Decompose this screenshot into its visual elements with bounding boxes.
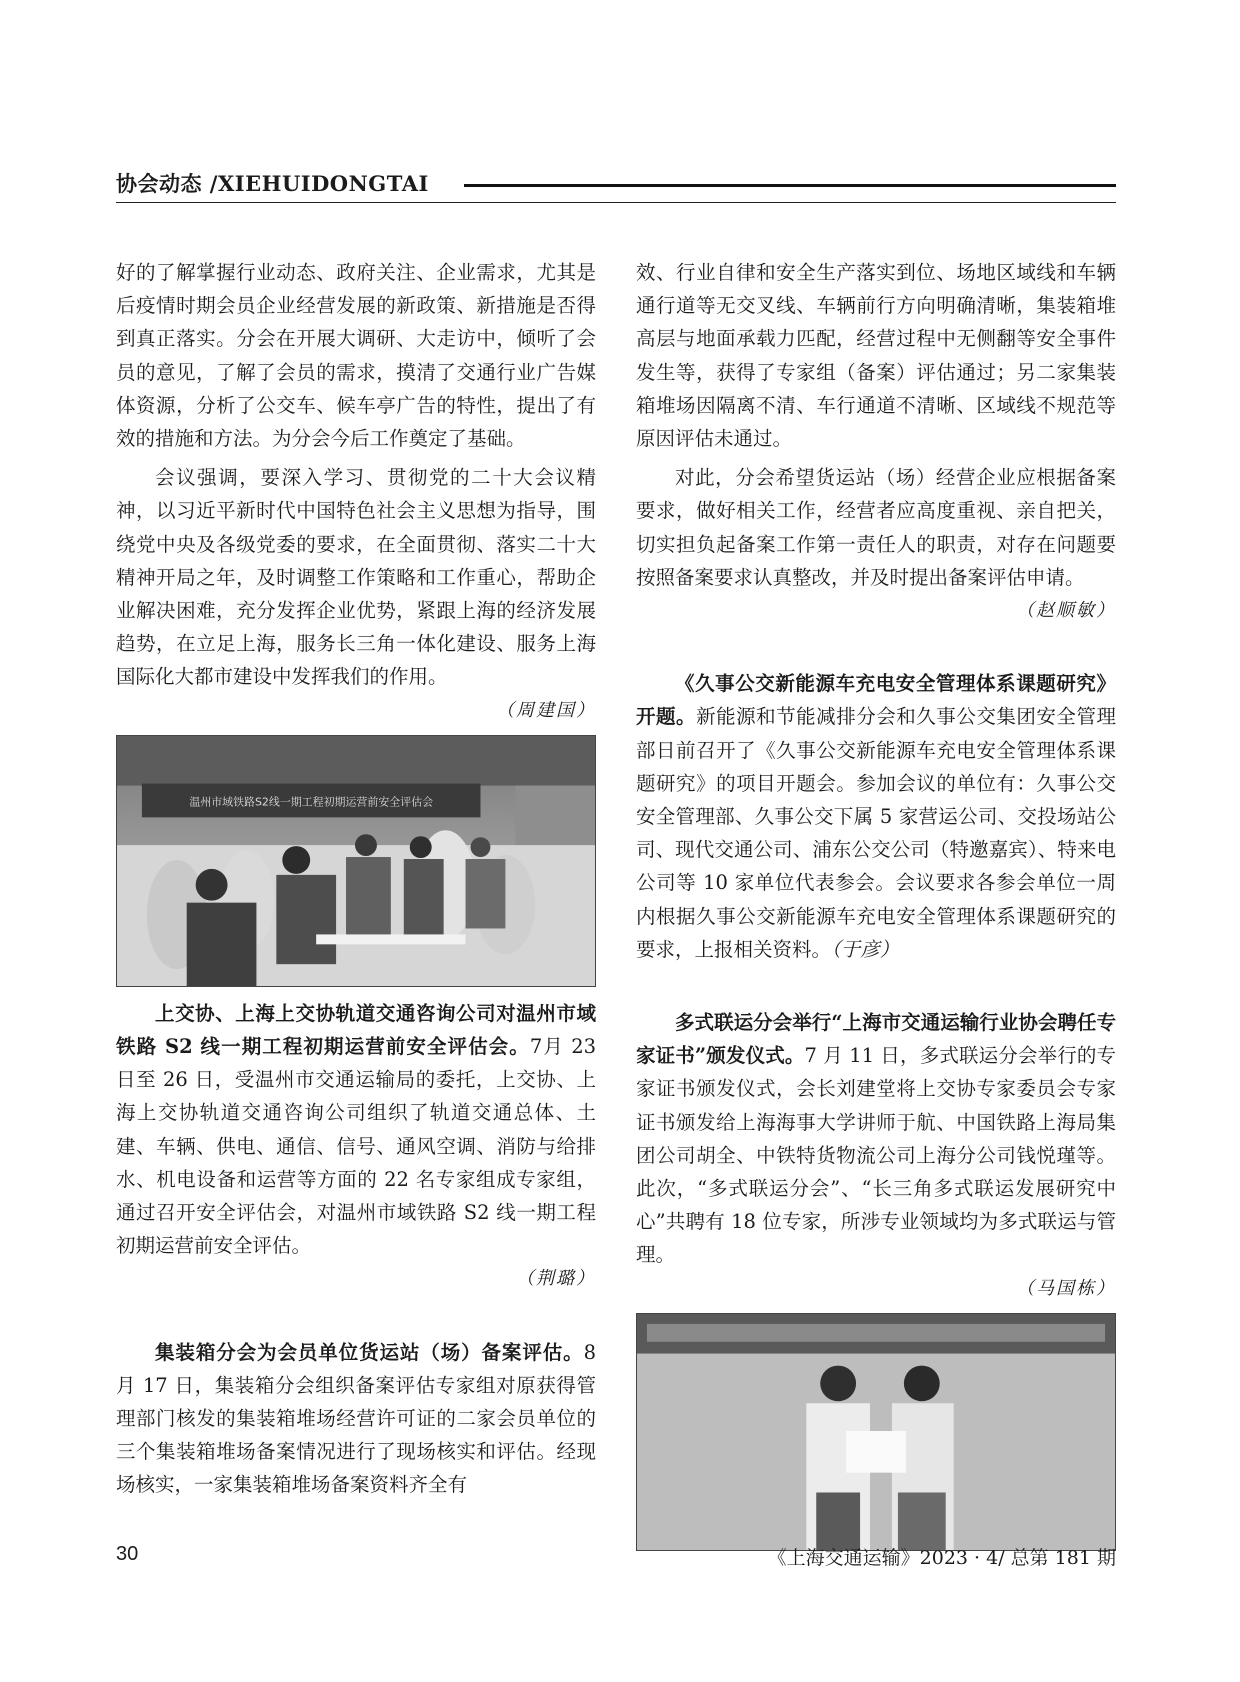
article-headline: 多式联运分会举行“上海市交通运输行业协会聘任专家证书”颁发仪式。 — [636, 1011, 1116, 1068]
article-body: 7 月 11 日，多式联运分会举行的专家证书颁发仪式，会长刘建堂将上交协专家委员会专家证书颁发给上海海事大学讲师于航、中国铁路上海局集团公司胡全、中铁特货物流公司上海分公司钱悦瑾等。此次，“多式联运分会”、“长三角多式联运发展研究中心”共聘有 18 位专家，所涉专业领域均为多式联运与管理。 — [636, 1044, 1116, 1267]
header-rule — [464, 184, 1116, 187]
article-body: 7月 23 日至 26 日，受温州市交通运输局的委托，上交协、上海上交协轨道交通咨询公司组织了轨道交通总体、土建、车辆、供电、通信、信号、通风空调、消防与给排水、机电设备和运营等方面的 22 名专家组成专家组，通过召开安全评估会，对温州市域铁路 S2 线一期工程初期运营前安全评估。 — [116, 1035, 597, 1258]
page-number: 30 — [116, 1543, 139, 1565]
left-column — [116, 256, 596, 1502]
paragraph: 对此，分会希望货运站（场）经营企业应根据备案要求，做好相关工作，经营者应高度重视、亲自把关，切实担负起备案工作第一责任人的职责，对存在问题要按照备案要求认真整改，并及时提出备案评估申请。 — [636, 466, 1116, 589]
article-headline: 《久事公交新能源车充电安全管理体系课题研究》开题。 — [636, 672, 1116, 729]
right-column — [636, 256, 1116, 1561]
header-underline — [116, 202, 1116, 203]
author-signature: （赵顺敏） — [1016, 600, 1116, 622]
article-headline: 上交协、上海上交协轨道交通咨询公司对温州市域铁路 S2 线一期工程初期运营前安全评估会。 — [116, 1001, 596, 1059]
article-ceremony-wenzhou — [116, 997, 596, 1263]
article-container-branch — [116, 1336, 596, 1502]
author-signature: （荆璐） — [516, 1268, 596, 1290]
article-body: 8 月 17 日，集装箱分会组织备案评估专家组对原获得管理部门核发的集装箱堆场经营许可证的二家会员单位的三个集装箱堆场备案情况进行了现场核实和评估。经现场核实，一家集装箱堆场备案资料齐全有 — [116, 1340, 596, 1497]
publication-info: 《上海交通运输》2023 · 4/ 总第 181 期 — [767, 1547, 1116, 1569]
author-signature: （马国栋） — [1016, 1277, 1116, 1299]
article-jiushi-bus — [636, 667, 1116, 966]
paragraph: 效、行业自律和安全生产落实到位、场地区域线和车辆通行道等无交叉线、车辆前行方向明确清晰，集装箱堆高层与地面承载力匹配，经营过程中无侧翻等安全事件发生等，获得了专家组（备案）评估通过；另二家集装箱堆场因隔离不清、车行通道不清晰、区域线不规范等原因评估未通过。 — [636, 261, 1116, 451]
article-multimodal-branch — [636, 1006, 1116, 1272]
author-signature: （于彦） — [831, 937, 900, 961]
certificate-ceremony-photo — [636, 1313, 1116, 1551]
photo-banner: 温州市域铁路S2线一期工程初期运营前安全评估会 — [189, 795, 434, 809]
article-headline: 集装箱分会为会员单位货运站（场）备案评估。 — [155, 1340, 584, 1364]
paragraph: 好的了解掌握行业动态、政府关注、企业需求，尤其是后疫情时期会员企业经营发展的新政策、新措施是否得到真正落实。分会在开展大调研、大走访中，倾听了会员的意见，了解了会员的需求，摸清了交通行业广告媒体资源，分析了公交车、候车亭广告的特性，提出了有效的措施和方法。为分会今后工作奠定了基础。 — [116, 261, 596, 451]
article-body: 新能源和节能减排分会和久事公交集团安全管理部日前召开了《久事公交新能源车充电安全管理体系课题研究》的项目开题会。参加会议的单位有：久事公交安全管理部、久事公交下属 5 家营运公司、交投场站公司、现代交通公司、浦东公交公司（特邀嘉宾）、特来电公司等 10 家单位代表参会。会议要求各参会单位一周内根据久事公交新能源车充电安全管理体系课题研究的要求，上报相关资料。 — [636, 705, 1116, 961]
meeting-photo — [116, 735, 596, 987]
paragraph: 会议强调，要深入学习、贯彻党的二十大会议精神，以习近平新时代中国特色社会主义思想为指导，围绕党中央及各级党委的要求，在全面贯彻、落实二十大精神开局之年，及时调整工作策略和工作重心，帮助企业解决困难，充分发挥企业优势，紧跟上海的经济发展趋势，在立足上海，服务长三角一体化建设、服务上海国际化大都市建设中发挥我们的作用。 — [116, 466, 596, 689]
section-title: 协会动态 /XIEHUIDONGTAI — [116, 171, 429, 196]
section-header — [116, 168, 1116, 208]
author-signature: （周建国） — [496, 699, 596, 721]
